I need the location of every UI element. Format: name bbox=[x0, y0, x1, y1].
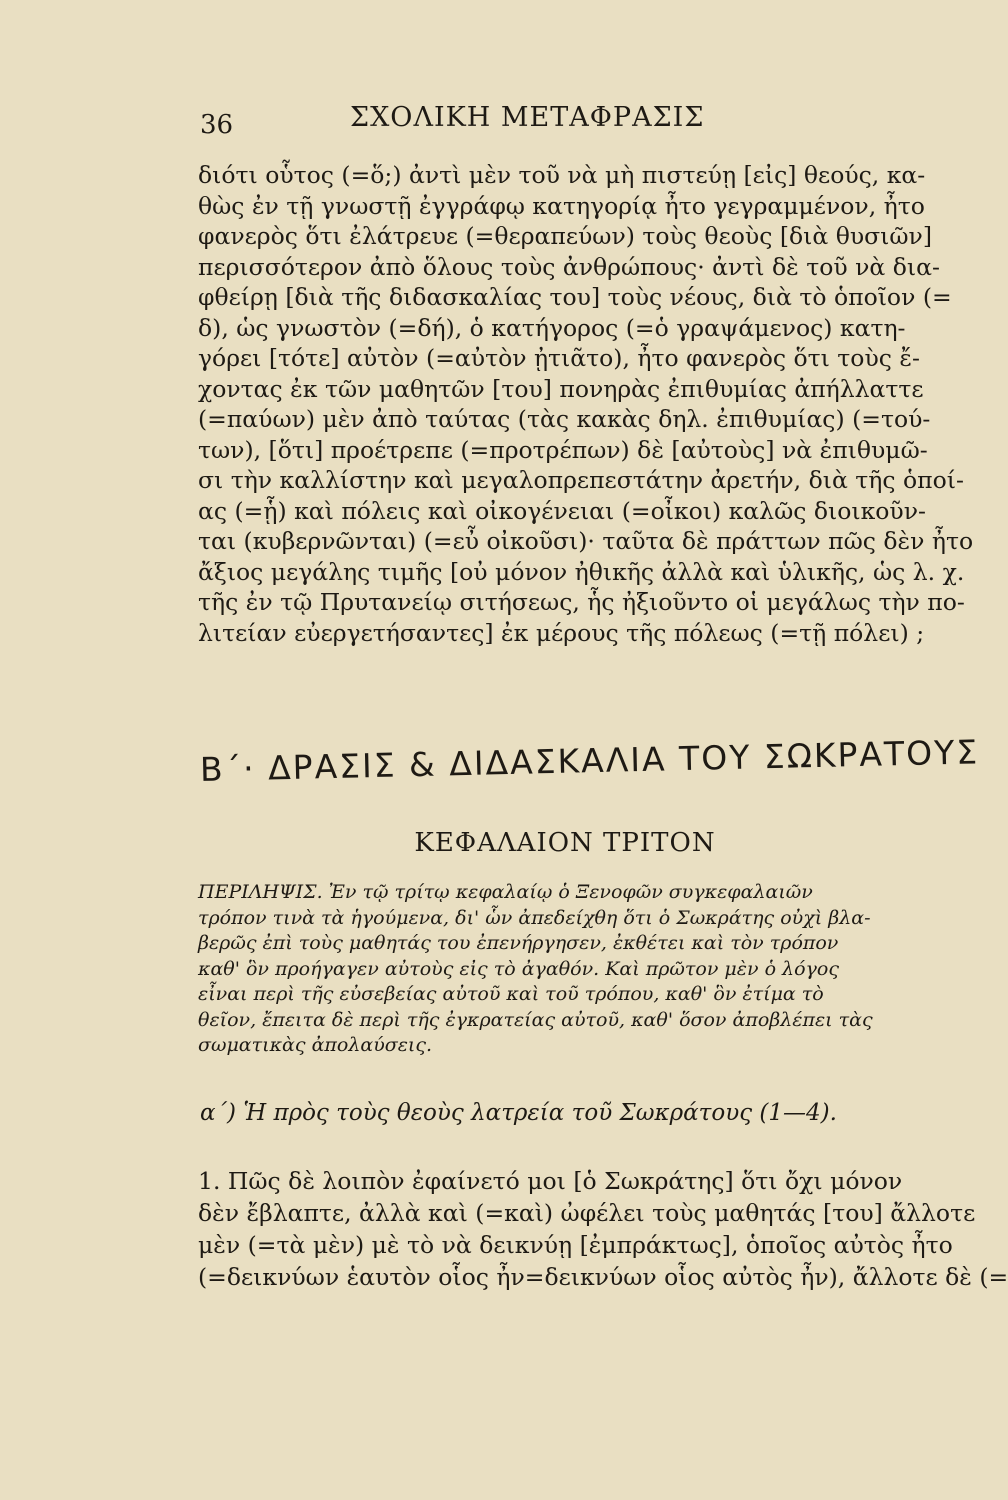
text-line: φθείρῃ [διὰ τῆς διδασκαλίας του] τοὺς νέους, διὰ τὸ ὁποῖον (= bbox=[198, 283, 952, 311]
summary-line: τρόπον τινὰ τὰ ἡγούμενα, δι' ὧν ἀπεδείχθη ὅτι ὁ Σωκράτης οὐχὶ βλα- bbox=[198, 906, 871, 929]
subsection-heading: α΄) Ἡ πρὸς τοὺς θεοὺς λατρεία τοῦ Σωκράτους (1—4). bbox=[200, 1100, 837, 1126]
text-line: γόρει [τότε] αὐτὸν (=αὐτὸν ᾐτιᾶτο), ἦτο φανερὸς ὅτι τοὺς ἔ- bbox=[198, 344, 920, 372]
text-line: δ), ὡς γνωστὸν (=δή), ὁ κατήγορος (=ὁ γραψάμενος) κατη- bbox=[198, 313, 906, 342]
running-title: ΣΧΟΛΙΚΗ ΜΕΤΑΦΡΑΣΙΣ bbox=[350, 102, 705, 133]
text-line: των), [ὅτι] προέτρεπε (=προτρέπων) δὲ [αὐτοὺς] νὰ ἐπιθυμῶ- bbox=[198, 435, 928, 464]
text-line: ἄξιος μεγάλης τιμῆς [οὐ μόνον ἠθικῆς ἀλλὰ καὶ ὑλικῆς, ὡς λ. χ. bbox=[198, 557, 965, 586]
text-line: τῆς ἐν τῷ Πρυτανείῳ σιτήσεως, ἧς ἠξιοῦντο οἱ μεγάλως τὴν πο- bbox=[198, 588, 965, 616]
summary-line: βερῶς ἐπὶ τοὺς μαθητάς του ἐπενήργησεν, ἐκθέτει καὶ τὸν τρόπον bbox=[198, 932, 839, 954]
text-line: διότι οὗτος (=ὅ;) ἀντὶ μὲν τοῦ νὰ μὴ πιστεύῃ [εἰς] θεούς, κα- bbox=[198, 161, 926, 189]
text-line: μὲν (=τὰ μὲν) μὲ τὸ νὰ δεικνύῃ [ἐμπράκτως], ὁποῖος αὐτὸς ἦτο bbox=[198, 1231, 953, 1259]
summary-line: σωματικὰς ἀπολαύσεις. bbox=[198, 1034, 433, 1056]
text-line: θὼς ἐν τῇ γνωστῇ ἐγγράφῳ κατηγορίᾳ ἦτο γεγραμμένον, ἦτο bbox=[198, 191, 925, 220]
section-heading: Β΄· ΔΡΑΣΙΣ & ΔΙΔΑΣΚΑΛΙΑ ΤΟΥ ΣΩΚΡΑΤΟΥΣ bbox=[199, 732, 980, 789]
text-line: χοντας ἐκ τῶν μαθητῶν [του] πονηρὰς ἐπιθυμίας ἀπήλλαττε bbox=[198, 374, 924, 403]
chapter-summary bbox=[198, 880, 926, 1059]
summary-line: ΠΕΡΙΛΗΨΙΣ. Ἐν τῷ τρίτῳ κεφαλαίῳ ὁ Ξενοφῶν συγκεφαλαιῶν bbox=[198, 881, 813, 903]
text-line: λιτείαν εὐεργετήσαντες] ἐκ μέρους τῆς πόλεως (=τῇ πόλει) ; bbox=[198, 618, 925, 647]
text-line: ται (κυβερνῶνται) (=εὖ οἰκοῦσι)· ταῦτα δὲ πράττων πῶς δὲν ἦτο bbox=[198, 527, 974, 555]
paragraph-translation-commentary bbox=[198, 160, 974, 648]
page-number: 36 bbox=[200, 110, 234, 140]
chapter-title: ΚΕΦΑΛΑΙΟΝ ΤΡΙΤΟΝ bbox=[414, 828, 716, 858]
text-line: (=δεικνύων ἑαυτὸν οἷος ἦν=δεικνύων οἷος αὐτὸς ἦν), ἄλλοτε δὲ (= bbox=[198, 1263, 1008, 1291]
paragraph-section-1 bbox=[198, 1165, 1008, 1293]
text-line: σι τὴν καλλίστην καὶ μεγαλοπρεπεστάτην ἀρετήν, διὰ τῆς ὁποί- bbox=[198, 466, 964, 494]
text-line: περισσότερον ἀπὸ ὅλους τοὺς ἀνθρώπους· ἀντὶ δὲ τοῦ νὰ δια- bbox=[198, 252, 940, 281]
summary-line: εἶναι περὶ τῆς εὐσεβείας αὐτοῦ καὶ τοῦ τρόπου, καθ' ὃν ἐτίμα τὸ bbox=[198, 983, 824, 1005]
text-line: δὲν ἔβλαπτε, ἀλλὰ καὶ (=καὶ) ὠφέλει τοὺς μαθητάς [του] ἄλλοτε bbox=[198, 1199, 976, 1227]
text-line: ας (=ᾗ) καὶ πόλεις καὶ οἰκογένειαι (=οἶκοι) καλῶς διοικοῦν- bbox=[198, 496, 926, 525]
text-line: (=παύων) μὲν ἀπὸ ταύτας (τὰς κακὰς δηλ. ἐπιθυμίας) (=τού- bbox=[198, 405, 931, 433]
text-line: φανερὸς ὅτι ἐλάτρευε (=θεραπεύων) τοὺς θεοὺς [διὰ θυσιῶν] bbox=[198, 222, 932, 250]
summary-line: καθ' ὃν προήγαγεν αὐτοὺς εἰς τὸ ἀγαθόν. Καὶ πρῶτον μὲν ὁ λόγος bbox=[198, 957, 839, 980]
page-header bbox=[200, 102, 920, 142]
summary-line: θεῖον, ἔπειτα δὲ περὶ τῆς ἐγκρατείας αὐτοῦ, καθ' ὅσον ἀποβλέπει τὰς bbox=[198, 1008, 873, 1031]
text-line: 1. Πῶς δὲ λοιπὸν ἐφαίνετό μοι [ὁ Σωκράτης] ὅτι ὄχι μόνον bbox=[198, 1167, 903, 1195]
